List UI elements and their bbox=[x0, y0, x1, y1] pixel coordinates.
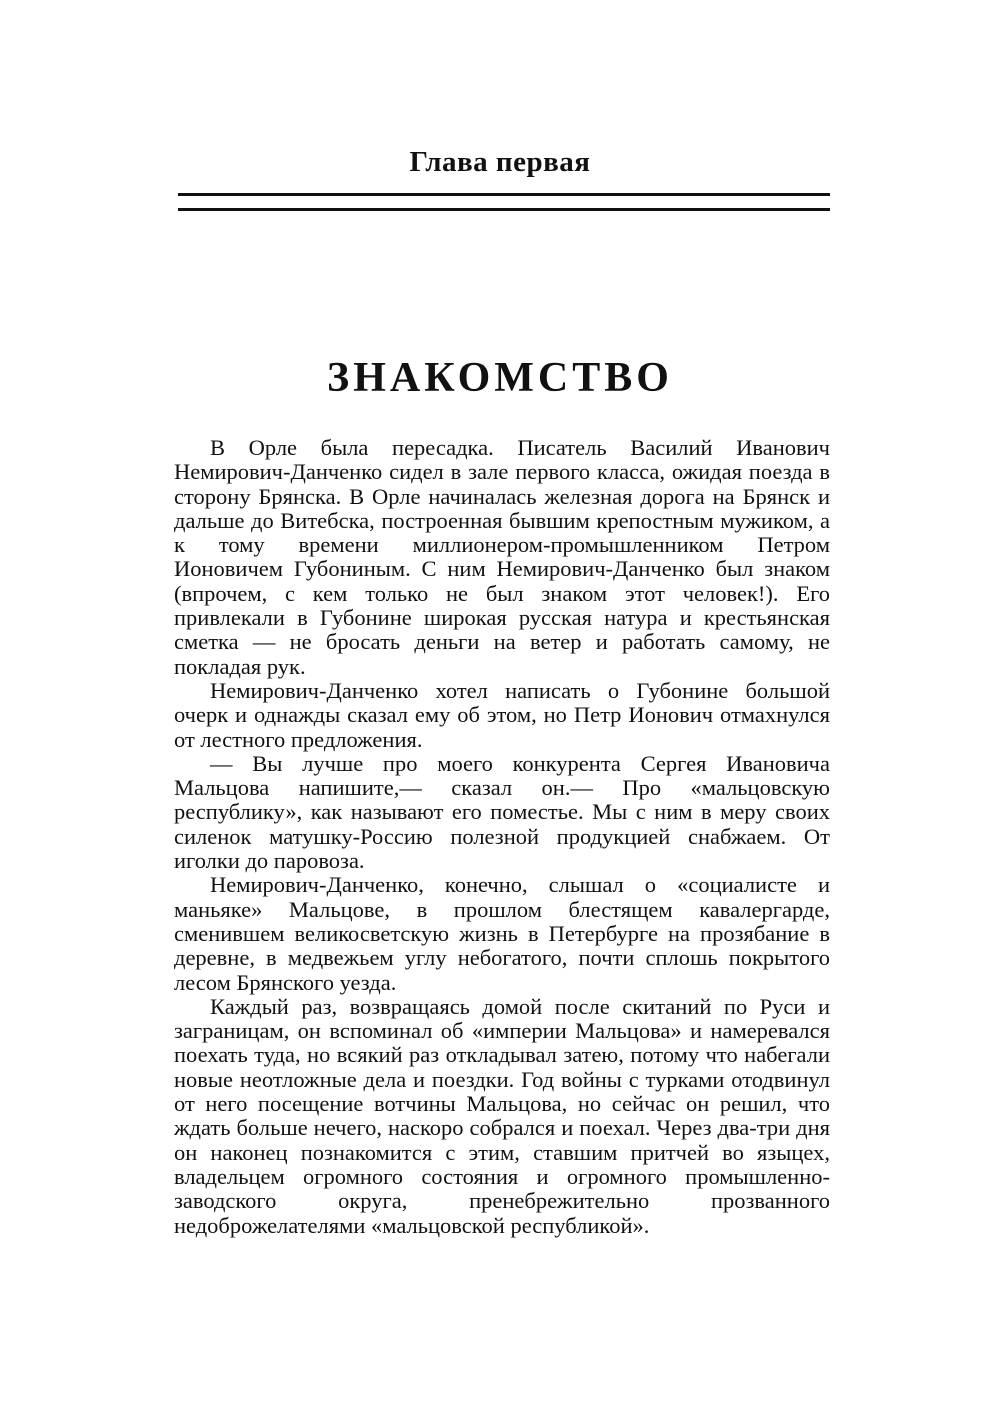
paragraph: — Вы лучше про моего конкурента Сергея Ивановича Мальцова напишите,— сказал он.— Про «мальцовскую республику», как называют его поместье. Мы с ним в меру своих силенок матушку-Россию полезной продукцией снабжаем. От иголки до паровоза. bbox=[174, 750, 830, 874]
chapter-title: ЗНАКОМСТВО bbox=[327, 355, 673, 401]
header-rule-top bbox=[178, 193, 830, 196]
paragraph: Немирович-Данченко хотел написать о Губонине большой очерк и однажды сказал ему об этом, но Петр Ионович отмахнулся от лестного предложения. bbox=[174, 677, 830, 752]
paragraph: Каждый раз, возвращаясь домой после скитаний по Руси и заграницам, он вспоминал об «империи Мальцова» и намеревался поехать туда, но всякий раз откладывал затею, потому что набегали новые неотложные дела и поездки. Год войны с турками отодвинул от него посещение вотчины Мальцова, но сейчас он решил, что ждать больше нечего, наскоро собрался и поехал. Через два-три дня он наконец познакомится с этим, ставшим притчей во языцех, владельцем огромного состояния и огромного промышленно-заводского округа, пренебрежительно прозванного недоброжелателями «мальцовской республикой». bbox=[174, 993, 830, 1238]
paragraph: Немирович-Данченко, конечно, слышал о «социалисте и маньяке» Мальцове, в прошлом блестящем кавалергарде, сменившем великосветскую жизнь в Петербурге на прозябание в деревне, в медвежьем углу небогатого, почти сплошь покрытого лесом Брянского уезда. bbox=[174, 872, 830, 995]
body-text bbox=[174, 436, 830, 1238]
chapter-label: Глава первая bbox=[409, 146, 591, 178]
paragraph: В Орле была пересадка. Писатель Василий Иванович Немирович-Данченко сидел в зале первого класса, ожидая поезда в сторону Брянска. В Орле начиналась железная дорога на Брянск и дальше до Витебска, построенная бывшим крепостным мужиком, а к тому времени миллионером-промышленником Петром Ионовичем Губониным. С ним Немирович-Данченко был знаком (впрочем, с кем только не был знаком этот человек!). Его привлекали в Губонине широкая русская натура и крестьянская сметка — не бросать деньги на ветер и работать самому, не покладая рук. bbox=[174, 435, 830, 679]
header-rule-bottom bbox=[178, 208, 830, 211]
